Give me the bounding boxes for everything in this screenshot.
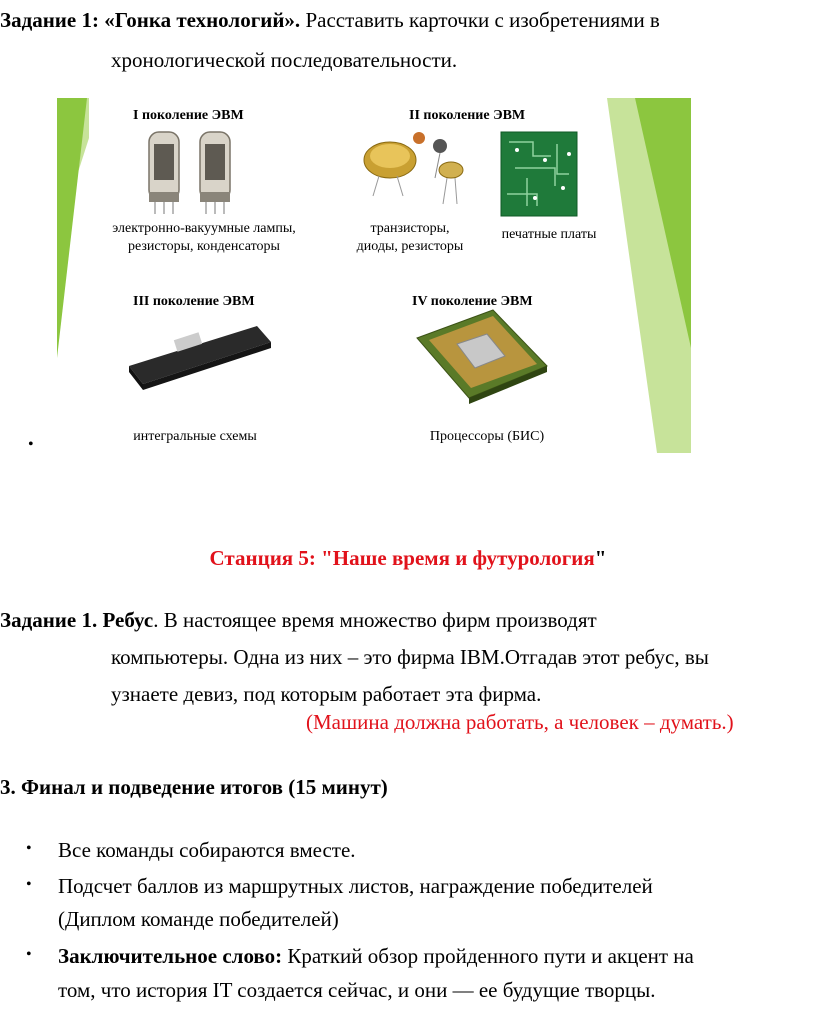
final-bullet-2: • — [26, 876, 32, 893]
gen1-caption-line1: электронно-вакуумные лампы, — [112, 221, 296, 236]
gen4-caption: Процессоры (БИС) — [429, 429, 545, 444]
final-item-3-bold: Заключительное слово: — [58, 944, 283, 968]
station-title-text: Станция 5: "Наше время и футурология — [209, 546, 595, 570]
final-item-1: Все команды собираются вместе. — [58, 838, 356, 862]
gen3-caption: интегральные схемы — [133, 429, 257, 444]
gen2-title: II поколение ЭВМ — [409, 108, 526, 123]
integrated-circuit-picture — [129, 326, 271, 390]
rebus-answer: (Машина должна работать, а человек – думать.) — [306, 710, 734, 734]
task1-line1 — [0, 6, 660, 34]
left-green-triangle — [57, 98, 87, 358]
gen2-caption-a — [335, 220, 485, 256]
gen2-caption-a-line1: транзисторы, — [370, 221, 450, 236]
station-title-end: " — [594, 546, 607, 570]
final-item-3-text: Краткий обзор пройденного пути и акцент на — [282, 944, 694, 968]
final-heading-text: 3. Финал и подведение итогов (15 минут) — [0, 775, 388, 799]
final-item-2-line1: Подсчет баллов из маршрутных листов, награждение победителей — [58, 874, 653, 898]
gen2-caption-b: печатные платы — [501, 227, 597, 242]
gen4-title: IV поколение ЭВМ — [412, 294, 533, 309]
gen1-title: I поколение ЭВМ — [133, 108, 244, 123]
task1-label: Задание 1: «Гонка технологий». — [0, 8, 301, 32]
slide-bullet: • — [28, 436, 34, 453]
gen3-title: III поколение ЭВМ — [133, 294, 255, 309]
task1-line2: хронологической последовательности. — [111, 48, 458, 72]
transistors-picture — [364, 132, 463, 204]
final-item-2-line2: (Диплом команде победителей) — [58, 907, 339, 931]
slide-graphics — [57, 98, 691, 453]
rebus-line1-text: . В настоящее время множество фирм производят — [153, 608, 597, 632]
final-bullet-1: • — [26, 840, 32, 857]
station-title — [0, 544, 816, 572]
rebus-line1 — [0, 606, 597, 634]
vacuum-tubes-picture — [149, 132, 230, 214]
final-heading — [0, 773, 388, 801]
gen1-caption — [85, 220, 323, 256]
final-bullet-3: • — [26, 946, 32, 963]
gen1-caption-line2: резисторы, конденсаторы — [128, 239, 280, 254]
task1-text: Расставить карточки с изобретениями в — [300, 8, 660, 32]
final-item-3-line1 — [58, 942, 694, 970]
rebus-label: Задание 1. Ребус — [0, 608, 154, 632]
circuit-board-picture — [501, 132, 577, 216]
final-item-3-line2: том, что история IT создается сейчас, и они — ее будущие творцы. — [58, 978, 656, 1002]
gen2-caption-a-line2: диоды, резисторы — [356, 239, 464, 254]
processor-picture — [417, 310, 547, 404]
generations-slide — [57, 98, 691, 453]
rebus-line3: узнаете девиз, под которым работает эта фирма. — [111, 682, 542, 706]
rebus-line2: компьютеры. Одна из них – это фирма IBM.Отгадав этот ребус, вы — [111, 645, 709, 669]
